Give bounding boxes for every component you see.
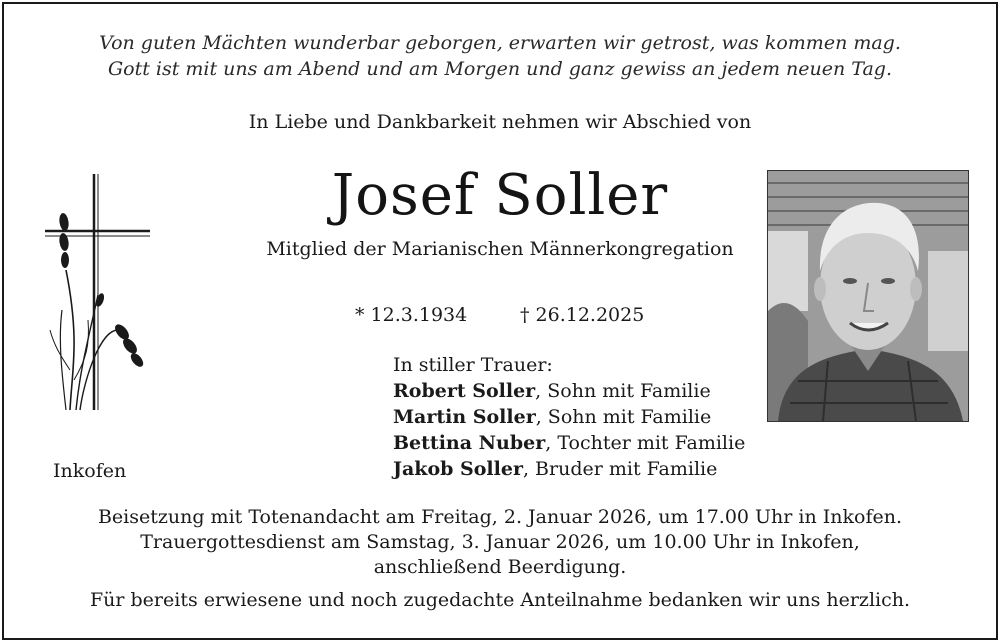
mourners-heading: In stiller Trauer: [393,354,553,376]
place-name: Inkofen [53,460,127,482]
mourner-relation: , Sohn mit Familie [535,380,711,402]
farewell-intro: In Liebe und Dankbarkeit nehmen wir Abschied von [248,111,752,133]
mourner-relation: , Bruder mit Familie [522,458,718,480]
mourner-name: Bettina Nuber [393,432,546,454]
funeral-mass-info: Trauergottesdienst am Samstag, 3. Januar 2026, um 10.00 Uhr in Inkofen, [140,531,860,553]
birth-date: * 12.3.1934 [355,304,468,326]
mourner-name: Jakob Soller [393,458,523,480]
burial-info: Beisetzung mit Totenandacht am Freitag, 2. Januar 2026, um 17.00 Uhr in Inkofen. [97,506,903,528]
mourner-row [393,404,745,430]
cross-with-wheat-icon [40,170,155,415]
mourner-row [393,378,745,404]
mourner-relation: , Tochter mit Familie [545,432,746,454]
mourner-name: Martin Soller [393,406,536,428]
verse [0,30,1000,82]
thanks-line: Für bereits erwiesene und noch zugedachte Anteilnahme bedanken wir uns herzlich. [89,589,911,611]
mourner-name: Robert Soller [393,380,536,402]
mourner-row [393,430,745,456]
verse-line-2: Gott ist mit uns am Abend und am Morgen und ganz gewiss an jedem neuen Tag. [107,58,893,80]
membership: Mitglied der Marianischen Männerkongregation [266,238,734,260]
deceased-name: Josef Soller [331,163,669,228]
service-details [0,505,1000,580]
mourner-row [393,456,745,482]
death-date: † 26.12.2025 [520,304,645,326]
burial-followup: anschließend Beerdigung. [373,556,627,578]
mourner-relation: , Sohn mit Familie [535,406,712,428]
verse-line-1: Von guten Mächten wunderbar geborgen, erwarten wir getrost, was kommen mag. [99,32,901,54]
portrait-photo [767,170,969,422]
mourners-block [393,352,745,482]
